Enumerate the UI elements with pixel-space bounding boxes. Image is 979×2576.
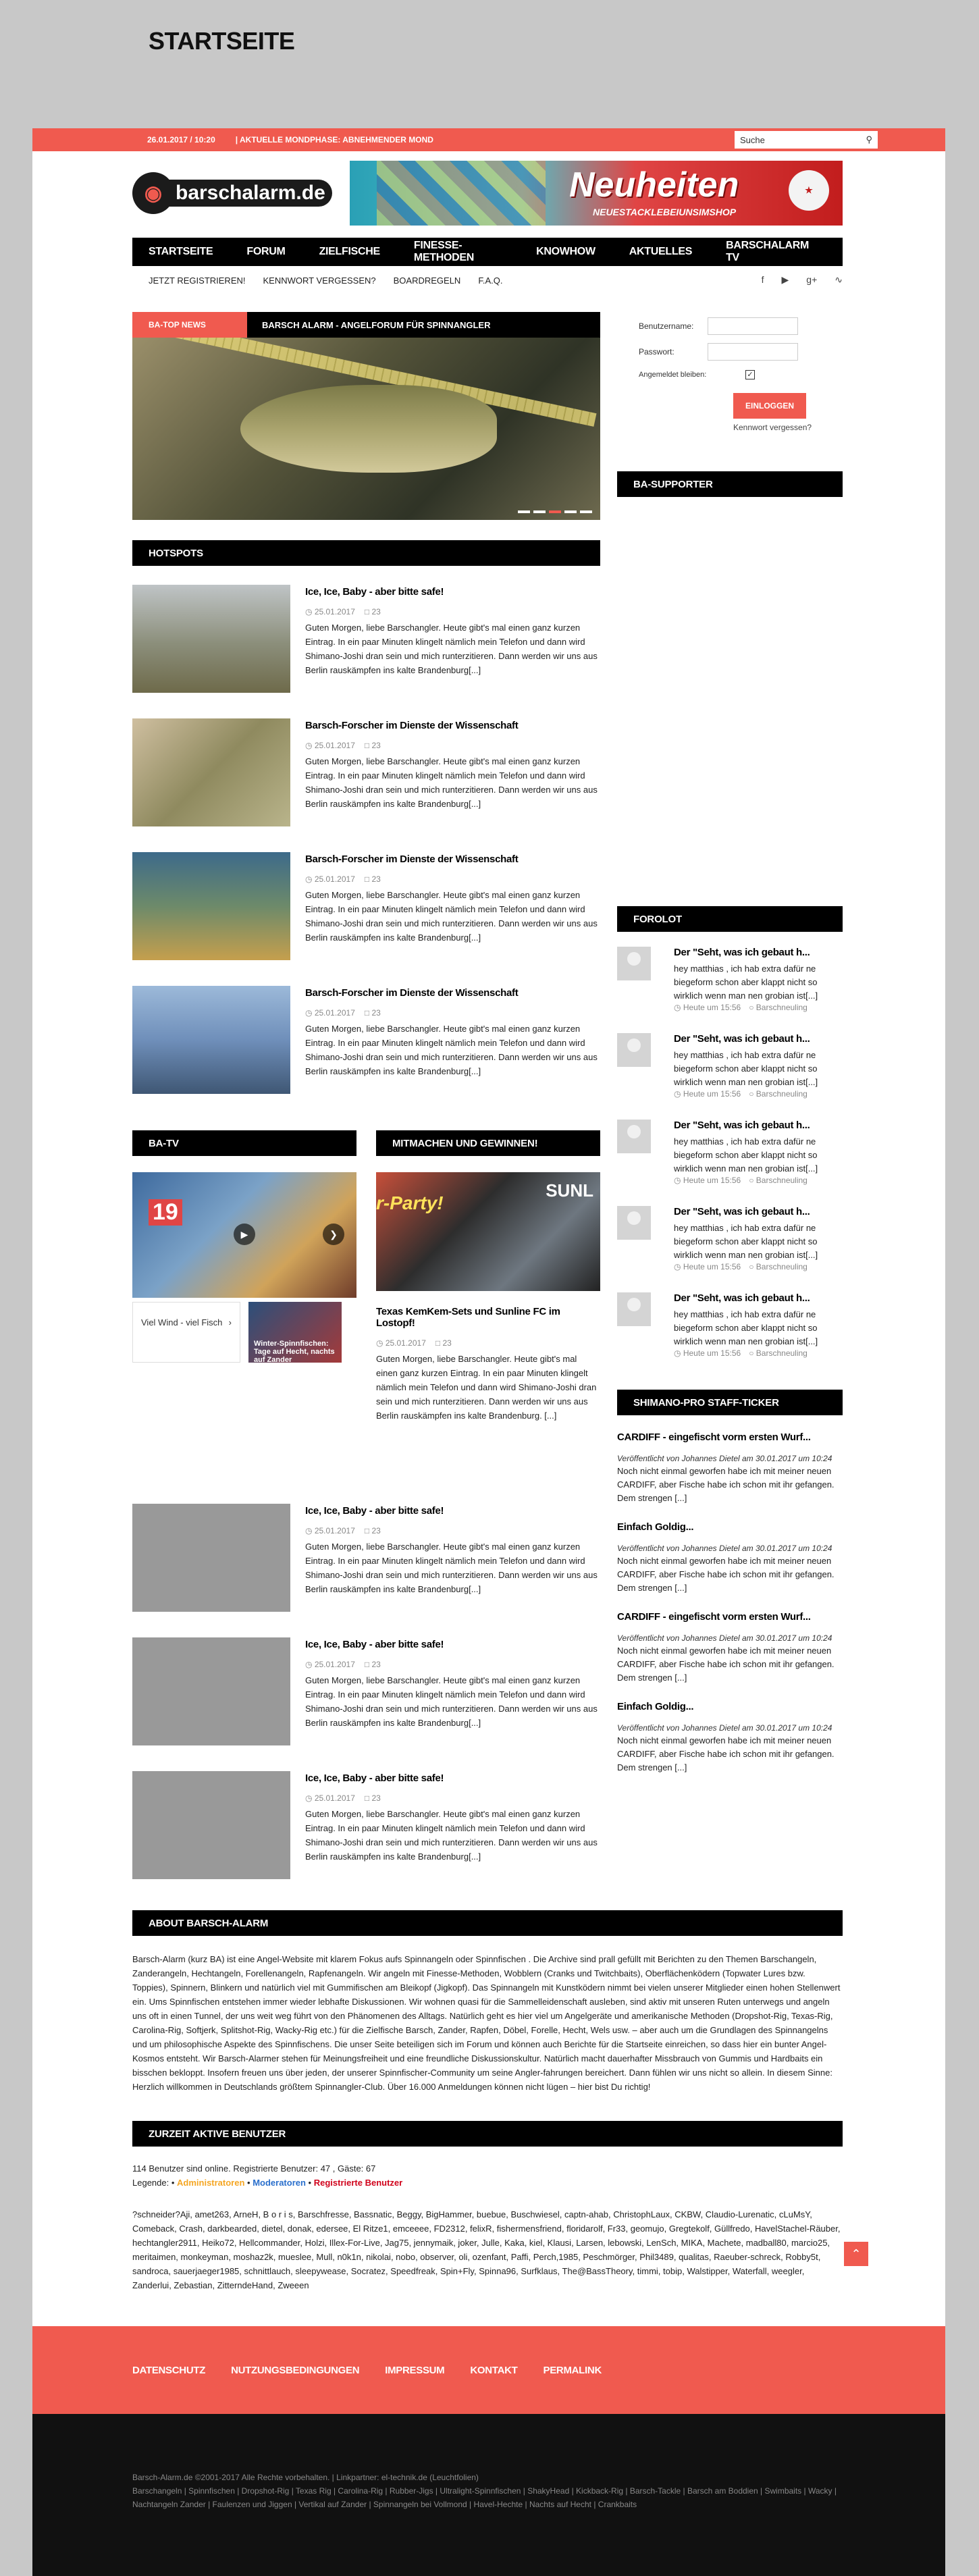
forum-item: [617, 947, 843, 1018]
post-item: [132, 986, 600, 1094]
clock-icon: ◷ 25.01.2017: [305, 1008, 355, 1018]
post-thumbnail[interactable]: [132, 1771, 290, 1879]
forum-item: [617, 1120, 843, 1191]
banner-badge-icon: ★: [789, 170, 829, 211]
forum-title[interactable]: Der "Seht, was ich gebaut h...: [674, 1292, 810, 1304]
comment-icon[interactable]: □ 23: [435, 1338, 452, 1348]
login-button[interactable]: EINLOGGEN: [733, 393, 806, 419]
post-title[interactable]: Barsch-Forscher im Dienste der Wissenschaft: [305, 853, 519, 865]
post-thumbnail[interactable]: [132, 852, 290, 960]
post-title[interactable]: Barsch-Forscher im Dienste der Wissenschaft: [305, 987, 519, 999]
slider-image[interactable]: [132, 338, 600, 520]
site-logo[interactable]: [132, 168, 342, 218]
ticker-byline: Veröffentlicht von Johannes Dietel am 30.01.2017 um 10:24: [617, 1633, 832, 1643]
clock-icon: ◷ 25.01.2017: [305, 1660, 355, 1669]
post-item: [132, 852, 600, 960]
post-excerpt: Guten Morgen, liebe Barschangler. Heute gibt's mal einen ganz kurzen Eintrag. In ein paar Minuten klingelt nämlich mein Telefon und dann wird Shimano-Joshi dran sein und mich runterzitieren. Dann werden wir uns aus Berlin rauskämpfen ins kalte Brandenburg[...]: [305, 623, 598, 675]
banner-subline: NEUESTACKLEBEIUNSIMSHOP: [593, 207, 737, 217]
fish-logo-icon: ◉: [132, 172, 174, 214]
forum-text: hey matthias , ich hab extra dafür ne biegeform schon aber klappt nicht so wirklich wenn man nen grobian ist[...]: [674, 964, 818, 1001]
date-text: 26.01.2017 / 10:20: [147, 135, 215, 144]
clock-icon: ◷ 25.01.2017: [305, 741, 355, 750]
gewinnen-excerpt: Guten Morgen, liebe Barschangler. Heute gibt's mal einen ganz kurzen Eintrag. In ein paar Minuten klingelt nämlich mein Telefon und dann wird Shimano-Joshi dran sein und mich runterzitieren. Dann werden wir uns aus Berlin rauskämpfen ins kalte Brandenburg. [...]: [376, 1354, 597, 1421]
fish-image: [240, 385, 497, 473]
footer-bottom: [32, 2414, 945, 2576]
ticker-text: Noch nicht einmal geworfen habe ich mit meiner neuen CARDIFF, aber Fische habe ich schon mit ihr gefangen. Dem strengen [...]: [617, 1466, 835, 1503]
comment-icon[interactable]: □ 23: [364, 741, 381, 750]
post-excerpt: Guten Morgen, liebe Barschangler. Heute gibt's mal einen ganz kurzen Eintrag. In ein paar Minuten klingelt nämlich mein Telefon und dann wird Shimano-Joshi dran sein und mich runterzitieren. Dann werden wir uns aus Berlin rauskämpfen ins kalte Brandenburg[...]: [305, 1675, 598, 1728]
nav-item-knowhow[interactable]: KNOWHOW: [536, 246, 596, 257]
subnav-faq-link[interactable]: F.A.Q.: [478, 275, 503, 286]
footer-nav: [32, 2326, 945, 2414]
post-title[interactable]: Ice, Ice, Baby - aber bitte safe!: [305, 586, 444, 598]
about-section: [132, 1910, 843, 2094]
user-legend: Legende: • Administratoren • Moderatoren • Registrierte Benutzer: [132, 2178, 403, 2188]
footer-link-datenschutz[interactable]: DATENSCHUTZ: [132, 2364, 206, 2376]
ticker-item: [617, 1521, 843, 1595]
legend-registered: Registrierte Benutzer: [313, 2178, 403, 2188]
slider-dot[interactable]: [533, 510, 546, 513]
shop-banner[interactable]: [350, 161, 843, 226]
login-form: [617, 313, 843, 432]
nav-item-startseite[interactable]: STARTSEITE: [149, 246, 213, 257]
nav-item-aktuelles[interactable]: AKTUELLES: [629, 246, 693, 257]
clock-icon: ◷ 25.01.2017: [376, 1338, 426, 1348]
post-title[interactable]: Ice, Ice, Baby - aber bitte safe!: [305, 1772, 444, 1784]
remember-checkbox[interactable]: ✓: [745, 370, 755, 379]
post-item: [132, 1771, 600, 1879]
forolot-heading: FOROLOT: [617, 906, 843, 932]
clock-icon: ◷ 25.01.2017: [305, 607, 355, 616]
post-item: [132, 1637, 600, 1745]
comment-icon[interactable]: □ 23: [364, 1008, 381, 1018]
ticker-title[interactable]: Einfach Goldig...: [617, 1701, 694, 1712]
video-card[interactable]: [132, 1302, 240, 1363]
post-title[interactable]: Ice, Ice, Baby - aber bitte safe!: [305, 1505, 444, 1517]
social-links: [762, 274, 843, 286]
post-item: [132, 1504, 600, 1612]
hotspots-heading: HOTSPOTS: [132, 540, 600, 566]
footer-link-nutzungsbedingungen[interactable]: NUTZUNGSBEDINGUNGEN: [231, 2364, 360, 2376]
moon-phase-text: | AKTUELLE MONDPHASE: ABNEHMENDER MOND: [235, 135, 433, 144]
ticker-text: Noch nicht einmal geworfen habe ich mit meiner neuen CARDIFF, aber Fische habe ich schon mit ihr gefangen. Dem strengen [...]: [617, 1646, 835, 1683]
comment-icon[interactable]: □ 23: [364, 1793, 381, 1803]
about-heading: ABOUT BARSCH-ALARM: [132, 1910, 843, 1936]
post-excerpt: Guten Morgen, liebe Barschangler. Heute gibt's mal einen ganz kurzen Eintrag. In ein paar Minuten klingelt nämlich mein Telefon und dann wird Shimano-Joshi dran sein und mich runterzitieren. Dann werden wir uns aus Berlin rauskämpfen ins kalte Brandenburg[...]: [305, 756, 598, 809]
user-icon[interactable]: ○ Barschneuling: [749, 1003, 808, 1012]
gewinnen-heading: MITMACHEN UND GEWINNEN!: [376, 1130, 600, 1156]
clock-icon: ◷ Heute um 15:56: [674, 1348, 741, 1358]
ticker-title[interactable]: Einfach Goldig...: [617, 1521, 694, 1533]
main-column: [132, 312, 600, 1879]
video-card-thumb[interactable]: Winter-Spinnfischen: Tage auf Hecht, nachts auf Zander: [248, 1302, 342, 1363]
batv-section: [132, 1130, 356, 1423]
post-thumbnail[interactable]: [132, 1637, 290, 1745]
nav-item-zielfische[interactable]: ZIELFISCHE: [319, 246, 380, 257]
googleplus-icon[interactable]: g+: [806, 274, 818, 285]
username-field[interactable]: [708, 317, 798, 335]
sub-nav: [132, 266, 843, 294]
ticker-title[interactable]: CARDIFF - eingefischt vorm ersten Wurf...: [617, 1431, 811, 1443]
clock-icon: ◷ 25.01.2017: [305, 1526, 355, 1535]
search-input[interactable]: [735, 131, 878, 149]
slider-dot[interactable]: [580, 510, 592, 513]
batv-heading: BA-TV: [132, 1130, 356, 1156]
avatar: [617, 1120, 651, 1153]
youtube-icon[interactable]: ▶: [781, 274, 789, 285]
footer-tag-links[interactable]: Barschangeln | Spinnfischen | Dropshot-Rig | Texas Rig | Carolina-Rig | Rubber-Jigs | Ultralight-Spinnfischen | ShakyHead | Kickback-Rig | Barsch-Tackle | Barsch am Boddien | Swimbaits | Wacky | Nachtangeln Zander | Faulenzen und Jiggen | Vertikal auf Zander | Spinnangeln bei Vollmond | Havel-Hechte | Nachts auf Hecht | Crankbaits: [132, 2486, 837, 2509]
subnav-rules-link[interactable]: BOARDREGELN: [393, 275, 461, 286]
ticker-title[interactable]: CARDIFF - eingefischt vorm ersten Wurf...: [617, 1611, 811, 1623]
forum-item: [617, 1206, 843, 1278]
ticker-byline: Veröffentlicht von Johannes Dietel am 30.01.2017 um 10:24: [617, 1544, 832, 1553]
comment-icon[interactable]: □ 23: [364, 874, 381, 884]
gewinnen-image[interactable]: [376, 1172, 600, 1291]
ticker-item: [617, 1701, 843, 1775]
facebook-icon[interactable]: f: [761, 274, 764, 285]
footer-link-impressum[interactable]: IMPRESSUM: [385, 2364, 445, 2376]
footer-link-permalink[interactable]: PERMALINK: [543, 2364, 602, 2376]
gewinnen-image-text: r-Party!: [376, 1192, 444, 1213]
forum-text: hey matthias , ich hab extra dafür ne biegeform schon aber klappt nicht so wirklich wenn man nen grobian ist[...]: [674, 1136, 818, 1174]
post-thumbnail[interactable]: [132, 718, 290, 826]
clock-icon: ◷ 25.01.2017: [305, 874, 355, 884]
main-nav: [132, 238, 843, 266]
play-icon[interactable]: ▶: [234, 1224, 255, 1245]
subnav-register-link[interactable]: JETZT REGISTRIEREN!: [149, 275, 246, 286]
legend-label: Legende:: [132, 2178, 171, 2188]
comment-icon[interactable]: □ 23: [364, 1660, 381, 1669]
forum-text: hey matthias , ich hab extra dafür ne biegeform schon aber klappt nicht so wirklich wenn man nen grobian ist[...]: [674, 1223, 818, 1260]
back-to-top-icon[interactable]: ⌃: [844, 2242, 868, 2266]
banner-headline: Neuheiten: [569, 165, 739, 205]
clock-icon: ◷ Heute um 15:56: [674, 1176, 741, 1185]
banner-artwork: [377, 161, 546, 226]
post-excerpt: Guten Morgen, liebe Barschangler. Heute gibt's mal einen ganz kurzen Eintrag. In ein paar Minuten klingelt nämlich mein Telefon und dann wird Shimano-Joshi dran sein und mich runterzitieren. Dann werden wir uns aus Berlin rauskämpfen ins kalte Brandenburg[...]: [305, 1024, 598, 1076]
header: [132, 151, 843, 220]
video-card-title: Viel Wind - viel Fisch: [141, 1317, 223, 1328]
ticker-text: Noch nicht einmal geworfen habe ich mit meiner neuen CARDIFF, aber Fische habe ich schon mit ihr gefangen. Dem strengen [...]: [617, 1556, 835, 1593]
top-news-slider[interactable]: [132, 312, 600, 520]
user-icon[interactable]: ○ Barschneuling: [749, 1176, 808, 1185]
footer-link-kontakt[interactable]: KONTAKT: [470, 2364, 518, 2376]
post-excerpt: Guten Morgen, liebe Barschangler. Heute gibt's mal einen ganz kurzen Eintrag. In ein paar Minuten klingelt nämlich mein Telefon und dann wird Shimano-Joshi dran sein und mich runterzitieren. Dann werden wir uns aus Berlin rauskämpfen ins kalte Brandenburg[...]: [305, 1542, 598, 1594]
post-title[interactable]: Ice, Ice, Baby - aber bitte safe!: [305, 1639, 444, 1650]
forum-text: hey matthias , ich hab extra dafür ne biegeform schon aber klappt nicht so wirklich wenn man nen grobian ist[...]: [674, 1309, 818, 1346]
post-thumbnail[interactable]: [132, 986, 290, 1094]
post-item: [132, 585, 600, 693]
forum-item: [617, 1292, 843, 1364]
clock-icon: ◷ Heute um 15:56: [674, 1262, 741, 1271]
sunline-logo: SUNL: [546, 1180, 593, 1201]
search-icon[interactable]: ⚲: [866, 134, 872, 144]
ticker-byline: Veröffentlicht von Johannes Dietel am 30.01.2017 um 10:24: [617, 1454, 832, 1463]
clock-icon: ◷ Heute um 15:56: [674, 1003, 741, 1012]
slider-dot[interactable]: [564, 510, 577, 513]
nav-item-barschalarm-tv[interactable]: BARSCHALARM TV: [726, 240, 809, 263]
supporter-heading: BA-SUPPORTER: [617, 471, 843, 497]
video-player[interactable]: [132, 1172, 356, 1298]
password-label: Passwort:: [639, 347, 674, 357]
sidebar: [617, 312, 843, 1879]
user-icon[interactable]: ○ Barschneuling: [749, 1089, 808, 1099]
legend-moderators: Moderatoren: [253, 2178, 306, 2188]
footer-copyright: Barsch-Alarm.de ©2001-2017 Alle Rechte vorbehalten. | Linkpartner: el-technik.de (Leuchtfolien): [132, 2473, 479, 2482]
slider-tab[interactable]: BA-TOP NEWS: [132, 312, 247, 338]
search-placeholder: Suche: [740, 134, 765, 145]
nav-item-finesse-methoden[interactable]: FINESSE-METHODEN: [413, 240, 475, 263]
online-stats: 114 Benutzer sind online. Registrierte Benutzer: 47 , Gäste: 67: [132, 2163, 376, 2174]
post-excerpt: Guten Morgen, liebe Barschangler. Heute gibt's mal einen ganz kurzen Eintrag. In ein paar Minuten klingelt nämlich mein Telefon und dann wird Shimano-Joshi dran sein und mich runterzitieren. Dann werden wir uns aus Berlin rauskämpfen ins kalte Brandenburg[...]: [305, 890, 598, 943]
page-title: STARTSEITE: [149, 27, 295, 55]
comment-icon[interactable]: □ 23: [364, 1526, 381, 1535]
ticker-item: [617, 1431, 843, 1505]
nav-item-forum[interactable]: FORUM: [246, 246, 286, 257]
online-heading: ZURZEIT AKTIVE BENUTZER: [132, 2121, 843, 2147]
ticker-item: [617, 1611, 843, 1685]
rss-icon[interactable]: ∿: [835, 274, 843, 285]
username-label: Benutzername:: [639, 321, 694, 331]
avatar: [617, 1206, 651, 1240]
slider-dot-active[interactable]: [549, 510, 561, 513]
online-users-section: [132, 2121, 843, 2326]
site-wrapper: [32, 128, 945, 2576]
avatar: [617, 1292, 651, 1326]
user-icon[interactable]: ○ Barschneuling: [749, 1348, 808, 1358]
post-thumbnail[interactable]: [132, 1504, 290, 1612]
clock-icon: ◷ Heute um 15:56: [674, 1089, 741, 1099]
forum-title[interactable]: Der "Seht, was ich gebaut h...: [674, 1206, 810, 1217]
avatar: [617, 947, 651, 980]
user-icon[interactable]: ○ Barschneuling: [749, 1262, 808, 1271]
ticker-text: Noch nicht einmal geworfen habe ich mit meiner neuen CARDIFF, aber Fische habe ich schon mit ihr gefangen. Dem strengen [...]: [617, 1735, 835, 1772]
logo-wordmark: barschalarm.de: [169, 180, 332, 207]
chevron-right-icon: ›: [228, 1317, 232, 1328]
topbar: [32, 128, 945, 151]
slider-dot[interactable]: [518, 510, 530, 513]
ticker-heading: SHIMANO-PRO STAFF-TICKER: [617, 1390, 843, 1415]
forolot-list: [617, 947, 843, 1364]
forum-text: hey matthias , ich hab extra dafür ne biegeform schon aber klappt nicht so wirklich wenn man nen grobian ist[...]: [674, 1050, 818, 1087]
ticker-byline: Veröffentlicht von Johannes Dietel am 30.01.2017 um 10:24: [617, 1723, 832, 1733]
forgot-password-link[interactable]: Kennwort vergessen?: [733, 423, 812, 432]
forum-title[interactable]: Der "Seht, was ich gebaut h...: [674, 947, 810, 958]
post-title[interactable]: Barsch-Forscher im Dienste der Wissenschaft: [305, 720, 519, 731]
forum-item: [617, 1033, 843, 1105]
subnav-forgot-link[interactable]: KENNWORT VERGESSEN?: [263, 275, 376, 286]
about-text: Barsch-Alarm (kurz BA) ist eine Angel-Website mit klarem Fokus aufs Spinnangeln oder Spinnfischen . Die Archive sind prall gefüllt mit Berichten zu den Themen Barschangeln, Zanderangeln, Hechtangeln, Forellenangeln, Rapfenangeln. Wir angeln mit Finesse-Methoden, Wobblern (Cranks und Twitchbaits), Oberflächenködern (Topwater Lures bzw. Toppies), Spinnern, Blinkern und natürlich viel mit Gummifischen am Bleikopf (Jigkopf). Das Spinnangeln mit Kunstködern nimmt bei vielen unserer Mitglieder einen hohen Stellenwert ein. Ums Spinnfischen entstehen immer wieder lebhafte Diskussionen. Wir wohnen quasi für die Sammelleidenschaft ausleben, sind aktiv mit unseren Ruten unterwegs und angeln uns oft in einen Tunnel, der uns weit weg führt von den Phänomenen des Alltags. Natürlich geht es hier viel um Angelgeräte und amerikanische Methoden (Dropshot-Rig, Texas-Rig, Carolina-Rig, Softjerk, Splitshot-Rig, Wacky-Rig etc.) für die Zielfische Barsch, Zander, Rapfen, Döbel, Forelle, Hecht, Wels usw. – aber auch um die Grundlagen des Spinnangelns und um philosophische Aspekte des Spinnfischens. Die unser Seite beteiligen sich im Forum und können auch Berichte für die Startseite einreichen, so dass hier ein bunter Angel-Kosmos entsteht. Wir Barsch-Alarmer stehen für Meinungsfreiheit und eine freundliche Diskussionskultur. Natürlich macht dauerhafter Missbrauch von Gummis und Hardbaits ein bisschen bekloppt. Insofern freuen uns über jeden, der unserer Spinnfischer-Community um seine Angler-fahrungen bereichert. Dann fühlen wir uns nicht so allein. In diesem Sinne: Herzlich willkommen in Deutschlands größtem Spinnangler-Club. Über 16.000 Anmeldungen können nicht lügen – hier bist Du richtig!: [132, 1954, 841, 2092]
clock-icon: ◷ 25.01.2017: [305, 1793, 355, 1803]
legend-admins: Administratoren: [177, 2178, 245, 2188]
comment-icon[interactable]: □ 23: [364, 607, 381, 616]
forum-title[interactable]: Der "Seht, was ich gebaut h...: [674, 1033, 810, 1045]
post-thumbnail[interactable]: [132, 585, 290, 693]
online-user-list[interactable]: ?schneider?Aji, amet263, ArneH, B o r i s, Barschfresse, Bassnatic, Beggy, BigHammer, buebue, Buschwiesel, captn-ahab, ChristophLaux, CKBW, Claudio-Lurenatic, cLuMsY, Comeback, Crash, darkbearded, dietel, donak, edersee, El Ritze1, emceeee, FD2312, felixR, fishermensfriend, floridarolf, Fr33, geomujo, Gregtekolf, Güllfredo, HavelStachel-Räuber, hechtangler2911, Heiko72, Hellcommander, Holzi, Illex-For-Live, Jag75, jennymaik, joker, Julle, Kaka, kiel, Klausi, Larsen, lebowski, LenSch, MIKA, Machete, madball80, marcio25, meritaimen, monkeyman, moshaz2k, mueslee, Mull, n0k1n, nikolai, nobo, observer, oli, ozenfant, Paffi, Perch,1985, Peschmörger, Phil3489, qualitas, Raeuber-schreck, Robby5t, sandroca, sauerjaeger1985, schnittlauch, sleepywease, Socratez, Speedfreak, Spin+Fly, Spinna96, Surfklaus, The@BassTheory, timmi, tobip, Walstipper, Waterfall, weegler, Zanderlui, Zebastian, ZitterndeHand, Zweeen: [132, 2209, 841, 2290]
slider-dots: [518, 510, 592, 513]
gewinnen-section: [376, 1130, 600, 1423]
video-number: 19: [149, 1199, 182, 1226]
password-field[interactable]: [708, 343, 798, 361]
avatar: [617, 1033, 651, 1067]
post-excerpt: Guten Morgen, liebe Barschangler. Heute gibt's mal einen ganz kurzen Eintrag. In ein paar Minuten klingelt nämlich mein Telefon und dann wird Shimano-Joshi dran sein und mich runterzitieren. Dann werden wir uns aus Berlin rauskämpfen ins kalte Brandenburg[...]: [305, 1809, 598, 1862]
gewinnen-title[interactable]: Texas KemKem-Sets und Sunline FC im Lostopf!: [376, 1306, 560, 1329]
slider-title[interactable]: BARSCH ALARM - ANGELFORUM FÜR SPINNANGLER: [262, 319, 491, 330]
post-item: [132, 718, 600, 826]
remember-label: Angemeldet bleiben:: [639, 371, 707, 379]
next-arrow-icon[interactable]: ❯: [323, 1224, 344, 1245]
forum-title[interactable]: Der "Seht, was ich gebaut h...: [674, 1120, 810, 1131]
